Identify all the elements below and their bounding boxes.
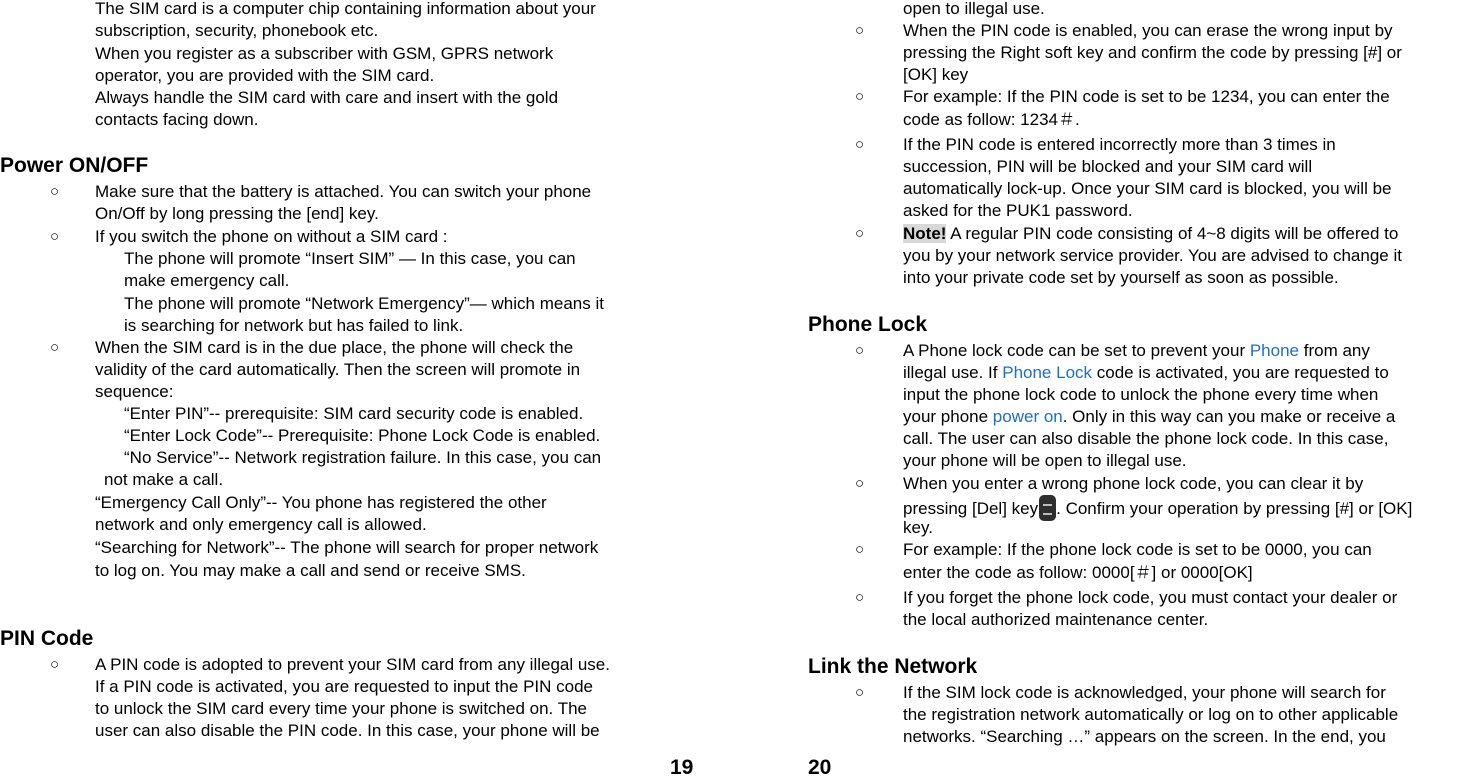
text-line: the registration network automatically or log on to other applicable bbox=[903, 705, 1399, 724]
text-line: When the SIM card is in the due place, the phone will check the bbox=[95, 338, 574, 357]
text-span: illegal use. If bbox=[903, 363, 1003, 382]
text-line: user can also disable the PIN code. In this case, your phone will be bbox=[95, 721, 600, 740]
bullet-icon: ○ bbox=[855, 136, 865, 153]
text-line: open to illegal use. bbox=[903, 0, 1045, 18]
text-line: code as follow: 1234＃. bbox=[903, 110, 1080, 129]
text-line: The phone will promote “Insert SIM” — In this case, you can bbox=[124, 249, 576, 268]
bullet-icon: ○ bbox=[855, 589, 865, 606]
text-line: input the phone lock code to unlock the phone every time when bbox=[903, 385, 1379, 404]
text-line: key. bbox=[903, 518, 933, 537]
text-line: For example: If the PIN code is set to be 1234, you can enter the bbox=[903, 87, 1390, 106]
text-line: succession, PIN will be blocked and your SIM card will bbox=[903, 157, 1313, 176]
phone-link[interactable]: Phone bbox=[1249, 341, 1300, 360]
bullet-icon: ○ bbox=[855, 342, 865, 359]
bullet-icon: ○ bbox=[50, 183, 60, 200]
page-number-right: 20 bbox=[808, 756, 832, 779]
bullet-icon: ○ bbox=[855, 22, 865, 39]
text-span: code is activated, you are requested to bbox=[1092, 363, 1389, 382]
text-line: you by your network service provider. You are advised to change it bbox=[903, 246, 1402, 265]
text-line: If you forget the phone lock code, you must contact your dealer or bbox=[903, 588, 1398, 607]
text-line: the local authorized maintenance center. bbox=[903, 610, 1209, 629]
intro-line: The SIM card is a computer chip containing information about your bbox=[95, 0, 596, 18]
intro-line: subscription, security, phonebook etc. bbox=[95, 21, 379, 40]
bullet-icon: ○ bbox=[50, 339, 60, 356]
text-line: If the PIN code is entered incorrectly more than 3 times in bbox=[903, 135, 1336, 154]
text-line: pressing the Right soft key and confirm the code by pressing [#] or bbox=[903, 43, 1402, 62]
text-line: For example: If the phone lock code is set to be 0000, you can bbox=[903, 540, 1372, 559]
section-title-link-network: Link the Network bbox=[808, 655, 978, 678]
text-line: make emergency call. bbox=[124, 271, 290, 290]
text-line: On/Off by long pressing the [end] key. bbox=[95, 204, 379, 223]
text-span: A Phone lock code can be set to prevent your bbox=[903, 341, 1250, 360]
text-span: your phone bbox=[903, 407, 993, 426]
text-line: validity of the card automatically. Then the screen will promote in bbox=[95, 360, 581, 379]
text-line: When the PIN code is enabled, you can erase the wrong input by bbox=[903, 21, 1393, 40]
text-line: [OK] key bbox=[903, 65, 969, 84]
text-line: When you enter a wrong phone lock code, you can clear it by bbox=[903, 474, 1364, 493]
del-key-icon bbox=[1039, 495, 1056, 521]
intro-line: When you register as a subscriber with GSM, GPRS network bbox=[95, 44, 554, 63]
text-line bbox=[903, 495, 1412, 521]
bullet-icon: ○ bbox=[855, 541, 865, 558]
text-line: to unlock the SIM card every time your phone is switched on. The bbox=[95, 699, 587, 718]
bullet-icon: ○ bbox=[50, 656, 60, 673]
text-line bbox=[903, 406, 1395, 427]
text-line: networks. “Searching …” appears on the screen. In the end, you bbox=[903, 727, 1386, 746]
bullet-icon: ○ bbox=[50, 228, 60, 245]
note-label: Note! bbox=[903, 224, 947, 243]
section-title-pin: PIN Code bbox=[0, 627, 94, 650]
text-line: “Enter Lock Code”-- Prerequisite: Phone Lock Code is enabled. bbox=[124, 426, 601, 445]
text-line: “Emergency Call Only”-- You phone has registered the other bbox=[95, 493, 547, 512]
text-line: “Enter PIN”-- prerequisite: SIM card security code is enabled. bbox=[124, 404, 584, 423]
text-line: Make sure that the battery is attached. You can switch your phone bbox=[95, 182, 592, 201]
text-line: sequence: bbox=[95, 382, 174, 401]
text-line: automatically lock-up. Once your SIM card is blocked, you will be bbox=[903, 179, 1392, 198]
text-line: to log on. You may make a call and send or receive SMS. bbox=[95, 561, 526, 580]
text-line: not make a call. bbox=[104, 470, 224, 489]
bullet-icon: ○ bbox=[855, 88, 865, 105]
text-line: A PIN code is adopted to prevent your SIM card from any illegal use. bbox=[95, 655, 610, 674]
intro-line: Always handle the SIM card with care and insert with the gold bbox=[95, 88, 559, 107]
note-text: A regular PIN code consisting of 4~8 digits will be offered to bbox=[946, 224, 1399, 243]
text-span: . Confirm your operation by pressing [#] or [OK] bbox=[1056, 499, 1413, 518]
section-title-phone-lock: Phone Lock bbox=[808, 313, 928, 336]
bullet-icon: ○ bbox=[855, 475, 865, 492]
page-number-left: 19 bbox=[670, 756, 694, 779]
intro-line: contacts facing down. bbox=[95, 110, 259, 129]
text-line: “No Service”-- Network registration failure. In this case, you can bbox=[124, 448, 602, 467]
text-span: . Only in this way can you make or receive a bbox=[1062, 407, 1396, 426]
text-line: your phone will be open to illegal use. bbox=[903, 451, 1187, 470]
text-line: If you switch the phone on without a SIM card : bbox=[95, 227, 448, 246]
text-line bbox=[903, 340, 1370, 361]
text-line: If a PIN code is activated, you are requested to input the PIN code bbox=[95, 677, 594, 696]
text-line: “Searching for Network”-- The phone will search for proper network bbox=[95, 538, 599, 557]
text-line: The phone will promote “Network Emergency”— which means it bbox=[124, 294, 604, 313]
text-line: If the SIM lock code is acknowledged, your phone will search for bbox=[903, 683, 1386, 702]
bullet-icon: ○ bbox=[855, 225, 865, 242]
note-line bbox=[903, 223, 1398, 244]
bullet-icon: ○ bbox=[855, 684, 865, 701]
text-span: from any bbox=[1299, 341, 1370, 360]
text-line bbox=[903, 362, 1389, 383]
text-line: enter the code as follow: 0000[＃] or 0000[OK] bbox=[903, 563, 1253, 582]
intro-line: operator, you are provided with the SIM card. bbox=[95, 66, 435, 85]
power-on-link[interactable]: power on bbox=[992, 407, 1063, 426]
phone-lock-link[interactable]: Phone Lock bbox=[1002, 363, 1093, 382]
text-line: call. The user can also disable the phone lock code. In this case, bbox=[903, 429, 1389, 448]
text-line: network and only emergency call is allowed. bbox=[95, 515, 427, 534]
section-title-power: Power ON/OFF bbox=[0, 154, 149, 177]
text-line: into your private code set by yourself as soon as possible. bbox=[903, 268, 1339, 287]
text-line: asked for the PUK1 password. bbox=[903, 201, 1133, 220]
text-span: pressing [Del] key bbox=[903, 499, 1039, 518]
text-line: is searching for network but has failed to link. bbox=[124, 316, 464, 335]
